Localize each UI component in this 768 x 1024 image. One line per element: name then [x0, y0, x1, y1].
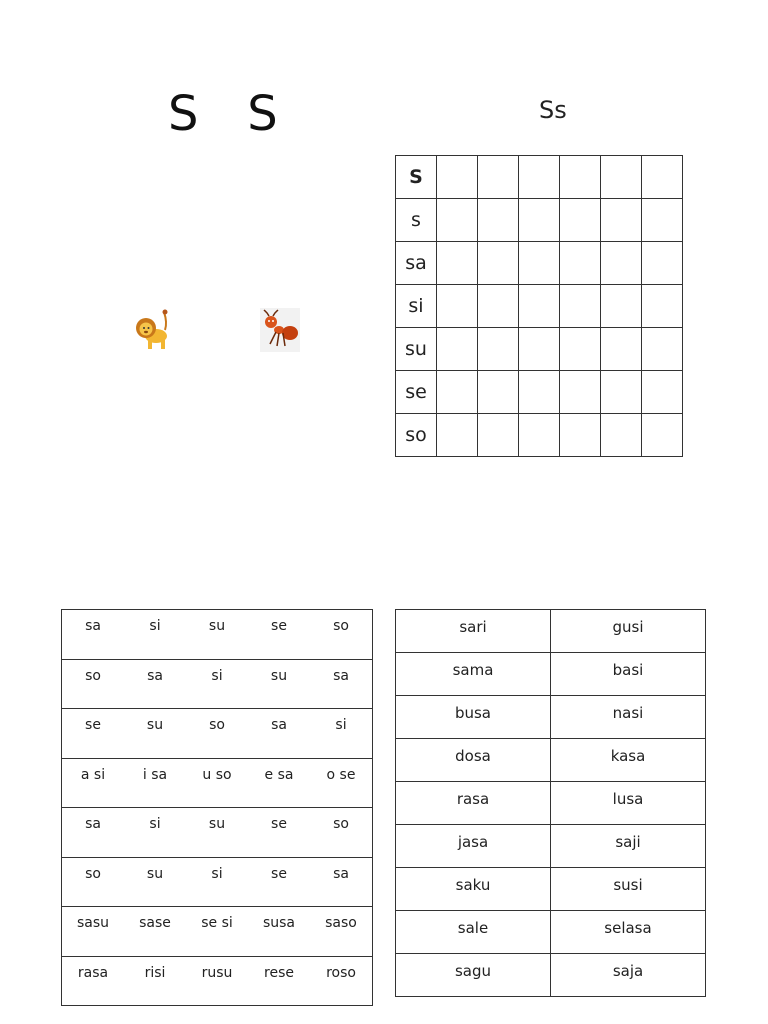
table-row [396, 610, 706, 653]
grid-cell[interactable] [601, 328, 642, 371]
grid-label: s [396, 199, 437, 242]
table-row [396, 696, 706, 739]
grid-cell[interactable] [560, 414, 601, 457]
grid-cell[interactable] [437, 414, 478, 457]
grid-cell[interactable] [519, 199, 560, 242]
syllable: risi [144, 964, 166, 981]
syllable: sa [333, 667, 349, 684]
grid-cell[interactable] [642, 371, 683, 414]
table-row [62, 709, 373, 759]
grid-cell[interactable] [478, 199, 519, 242]
grid-cell[interactable] [437, 242, 478, 285]
syllable: sa [333, 865, 349, 882]
grid-row [396, 242, 683, 285]
lion-icon [134, 308, 174, 352]
grid-cell[interactable] [601, 414, 642, 457]
syllable: su [208, 618, 226, 634]
syllable-table [61, 609, 373, 1006]
grid-label: su [396, 328, 437, 371]
syllable: so [333, 618, 349, 634]
grid-cell[interactable] [437, 199, 478, 242]
syllable: sa [85, 618, 101, 634]
grid-cell[interactable] [478, 328, 519, 371]
table-row [62, 857, 373, 907]
syllable: se [271, 816, 287, 832]
grid-cell[interactable] [601, 199, 642, 242]
table-row [62, 659, 373, 709]
grid-label: se [396, 371, 437, 414]
grid-cell[interactable] [560, 199, 601, 242]
syllable: se [85, 717, 101, 733]
word-cell: dosa [396, 739, 551, 782]
grid-cell[interactable] [642, 156, 683, 199]
grid-cell[interactable] [437, 285, 478, 328]
syllable: so [85, 667, 101, 684]
grid-cell[interactable] [642, 199, 683, 242]
word-cell: busa [396, 696, 551, 739]
word-cell: sari [396, 610, 551, 653]
table-row [396, 782, 706, 825]
syllable: sasu [76, 915, 110, 931]
grid-cell[interactable] [478, 285, 519, 328]
syllable: o se [326, 766, 356, 783]
grid-cell[interactable] [478, 242, 519, 285]
syllable: su [270, 667, 288, 684]
syllable: su [208, 816, 226, 832]
syllable: sa [85, 816, 101, 832]
grid-cell[interactable] [560, 371, 601, 414]
table-row [396, 954, 706, 997]
syllable: si [211, 865, 223, 882]
table-row [396, 825, 706, 868]
grid-cell[interactable] [642, 285, 683, 328]
syllable: se si [201, 915, 233, 931]
syllable: si [149, 816, 161, 832]
table-row [62, 610, 373, 660]
syllable: e sa [264, 766, 294, 783]
grid-cell[interactable] [601, 285, 642, 328]
word-cell: rasa [396, 782, 551, 825]
syllable: rusu [201, 964, 233, 981]
word-cell: nasi [551, 696, 706, 739]
table-row [396, 868, 706, 911]
grid-cell[interactable] [642, 414, 683, 457]
syllable: so [209, 717, 225, 733]
grid-cell[interactable] [560, 285, 601, 328]
word-cell: jasa [396, 825, 551, 868]
grid-cell[interactable] [437, 156, 478, 199]
word-table [395, 609, 706, 997]
grid-cell[interactable] [560, 242, 601, 285]
syllable: si [149, 618, 161, 634]
grid-cell[interactable] [642, 242, 683, 285]
syllable: sa [147, 667, 163, 684]
grid-cell[interactable] [519, 414, 560, 457]
word-cell: lusa [551, 782, 706, 825]
syllable: rese [264, 964, 294, 981]
grid-row [396, 328, 683, 371]
syllable: saso [325, 915, 357, 931]
syllable: sase [139, 915, 171, 931]
table-row [396, 739, 706, 782]
grid-cell[interactable] [519, 156, 560, 199]
grid-cell[interactable] [478, 414, 519, 457]
syllable: se [271, 865, 287, 882]
syllable: si [335, 717, 347, 733]
syllable: so [333, 816, 349, 832]
syllable: su [146, 717, 164, 733]
word-cell: saji [551, 825, 706, 868]
table-row [396, 653, 706, 696]
syllable: a si [80, 766, 106, 783]
word-cell: basi [551, 653, 706, 696]
grid-label: so [396, 414, 437, 457]
syllable: si [211, 667, 223, 684]
grid-cell[interactable] [519, 371, 560, 414]
grid-cell[interactable] [642, 328, 683, 371]
grid-cell[interactable] [478, 156, 519, 199]
grid-row [396, 156, 683, 199]
table-row [62, 907, 373, 957]
grid-row [396, 414, 683, 457]
word-cell: gusi [551, 610, 706, 653]
grid-row [396, 199, 683, 242]
grid-label: si [396, 285, 437, 328]
table-row [62, 956, 373, 1006]
word-cell: susi [551, 868, 706, 911]
grid-cell[interactable] [519, 285, 560, 328]
grid-cell[interactable] [601, 371, 642, 414]
grid-cell[interactable] [437, 371, 478, 414]
ant-icon [260, 308, 300, 352]
big-letters [168, 86, 309, 142]
word-cell: sagu [396, 954, 551, 997]
syllable: sa [271, 717, 287, 733]
word-cell: saku [396, 868, 551, 911]
word-cell: sale [396, 911, 551, 954]
syllable: rasa [77, 964, 109, 981]
syllable: roso [326, 964, 356, 981]
table-row [62, 758, 373, 808]
table-row [396, 911, 706, 954]
word-cell: saja [551, 954, 706, 997]
word-cell: selasa [551, 911, 706, 954]
grid-row [396, 371, 683, 414]
syllable: susa [262, 915, 296, 931]
grid-cell[interactable] [519, 328, 560, 371]
grid-cell[interactable] [519, 242, 560, 285]
word-cell: sama [396, 653, 551, 696]
grid-cell[interactable] [560, 328, 601, 371]
grid-cell[interactable] [560, 156, 601, 199]
grid-cell[interactable] [478, 371, 519, 414]
practice-grid [395, 155, 683, 457]
syllable: u so [202, 766, 232, 783]
big-letter: S [168, 86, 201, 142]
syllable: se [271, 618, 287, 634]
big-letter: S [247, 86, 280, 142]
grid-cell[interactable] [601, 156, 642, 199]
grid-cell[interactable] [437, 328, 478, 371]
page-heading: Ss [539, 96, 567, 124]
grid-cell[interactable] [601, 242, 642, 285]
table-row [62, 808, 373, 858]
word-cell: kasa [551, 739, 706, 782]
grid-label: S [396, 156, 437, 199]
syllable: so [85, 865, 101, 882]
grid-row [396, 285, 683, 328]
syllable: su [146, 865, 164, 882]
syllable: i sa [142, 766, 168, 783]
grid-label: sa [396, 242, 437, 285]
